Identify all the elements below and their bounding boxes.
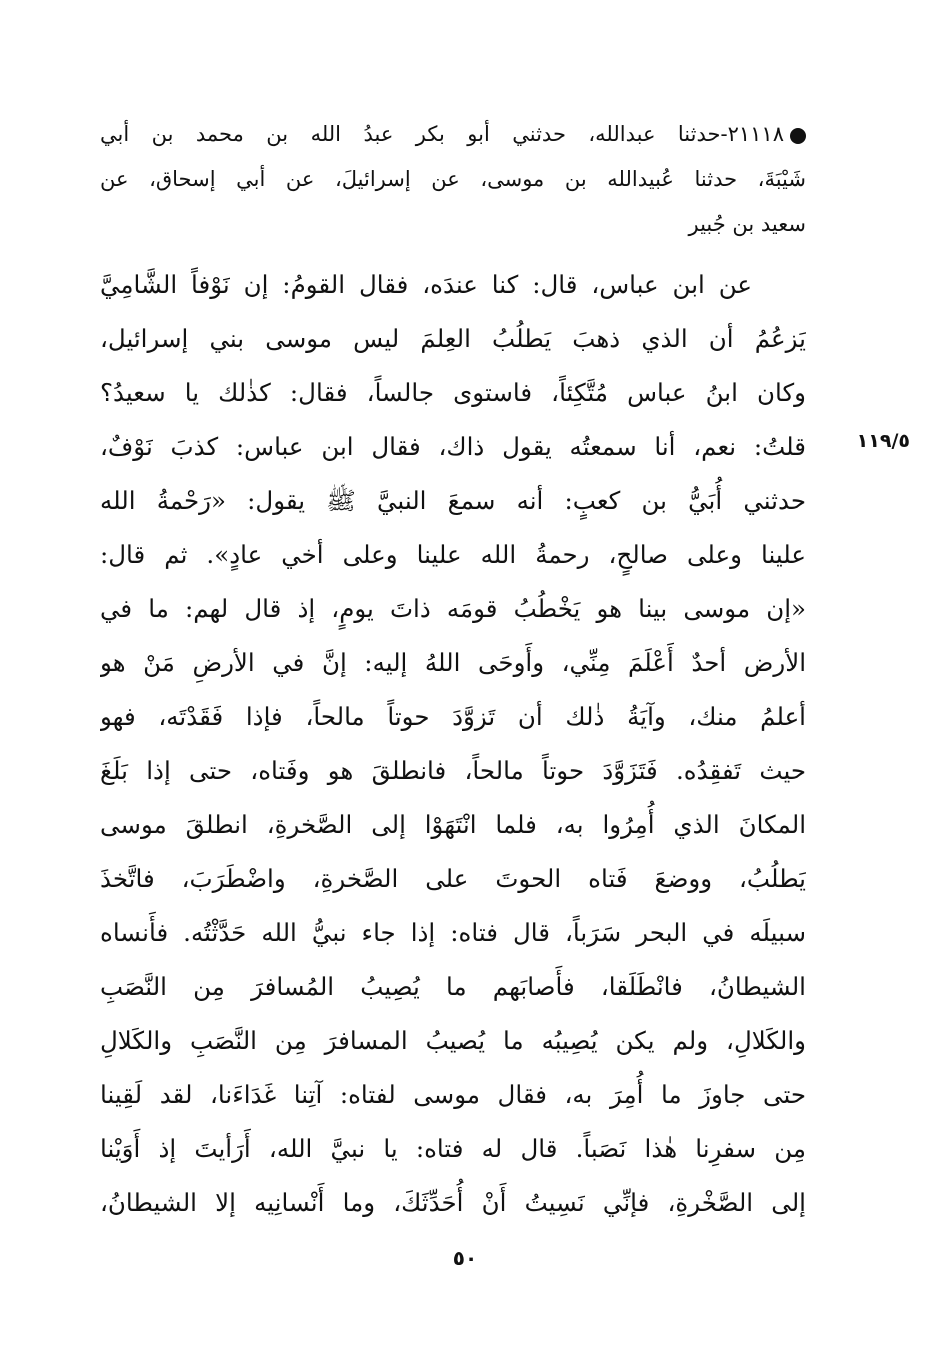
matn-line: يَزعُمُ أن الذي ذهبَ يَطلُبُ العِلمَ ليس موسى بني إسرائيل، bbox=[100, 324, 806, 353]
isnad-line: ٢١١١٨-حدثنا عبدالله، حدثني أبو بكر عبدُ الله بن محمد بن أبي bbox=[100, 112, 806, 157]
hadith-number: ٢١١١٨ bbox=[727, 122, 784, 146]
matn-line: عن ابن عباس، قال: كنا عندَه، فقال القومُ: إن نَوْفاً الشَّامِيَّ bbox=[100, 270, 752, 299]
matn-line: والكَلالِ، ولم يكن يُصِيبُه ما يُصيبُ المسافرَ مِن النَّصَبِ والكَلالِ bbox=[100, 1026, 806, 1055]
matn-line: الشيطانُ، فانْطَلَقا، فأَصابَهم ما يُصِيبُ المُسافرَ مِن النَّصَبِ bbox=[100, 972, 806, 1001]
matn-line: الأرض أحدٌ أَعْلَمَ مِنِّي، وأَوحَى اللهُ إليه: إنَّ في الأرضِ مَنْ هو bbox=[100, 648, 806, 677]
isnad-line: سعيد بن جُبير bbox=[688, 212, 806, 236]
matn-line: علينا وعلى صالحٍ، رحمةُ الله علينا وعلى أخي عادٍ». ثم قال: bbox=[100, 540, 806, 569]
matn-paragraph bbox=[100, 258, 806, 1230]
page-number: ٥٠ bbox=[452, 1246, 478, 1270]
isnad-paragraph bbox=[100, 112, 806, 247]
matn-line: مِن سفرِنا هٰذا نَصَباً. قال له فتاه: يا نبيَّ الله، أَرَأيتَ إذ أَوَيْنا bbox=[100, 1134, 806, 1163]
matn-line: حتى جاوزَ ما أُمِرَ به، فقال موسى لفتاه: آتِنا غَدَاءَنا، لقد لَقِينا bbox=[100, 1080, 806, 1109]
matn-line: إلى الصَّخْرةِ، فإنِّي نَسِيتُ أَنْ أُحَدِّثَكَ، وما أَنْسانِيه إلا الشيطانُ، bbox=[100, 1188, 806, 1217]
matn-line: حيث تَفقِدُه. فَتَزَوَّدَ حوتاً مالحاً، فانطلقَ هو وفَتاه، حتى إذا بَلَغَ bbox=[100, 756, 806, 785]
matn-line: حدثني أُبَيُّ بن كعبٍ: أنه سمعَ النبيَّ ﷺ يقول: «رَحْمةُ الله bbox=[100, 486, 806, 515]
matn-line: وكان ابنُ عباس مُتَّكِئاً، فاستوى جالساً، فقال: كذٰلك يا سعيدُ؟ bbox=[100, 378, 806, 407]
matn-line: «إن موسى بينا هو يَخْطُبُ قومَه ذاتَ يومٍ، إذ قال لهم: ما في bbox=[100, 594, 806, 623]
matn-line: سبيلَه في البحر سَرَباً، قال فتاه: إذا جاء نبيُّ الله حَدَّثْتُه. فأَنساه bbox=[100, 918, 806, 947]
matn-line: المكانَ الذي أُمِرُوا به، فلما انْتَهَوْا إلى الصَّخرةِ، انطلقَ موسى bbox=[100, 810, 806, 839]
matn-line: يَطلُبُ، ووضعَ فَتاه الحوتَ على الصَّخرةِ، واضْطَرَبَ، فاتَّخذَ bbox=[100, 864, 806, 893]
bullet-icon bbox=[790, 128, 806, 144]
isnad-line: شَيْبَةَ، حدثنا عُبيدالله بن موسى، عن إسرائيلَ، عن أبي إسحاق، عن bbox=[100, 167, 806, 191]
margin-volume-page-reference: ١١٩/٥ bbox=[856, 430, 910, 452]
matn-line: أعلمُ منك، وآيَةُ ذٰلك أن تَزوَّدَ حوتاً مالحاً، فإذا فَقَدْتَه، فهو bbox=[100, 702, 806, 731]
matn-line: قلتُ: نعم، أنا سمعتُه يقول ذاك، فقال ابن عباس: كذبَ نَوْفٌ، bbox=[100, 432, 806, 461]
